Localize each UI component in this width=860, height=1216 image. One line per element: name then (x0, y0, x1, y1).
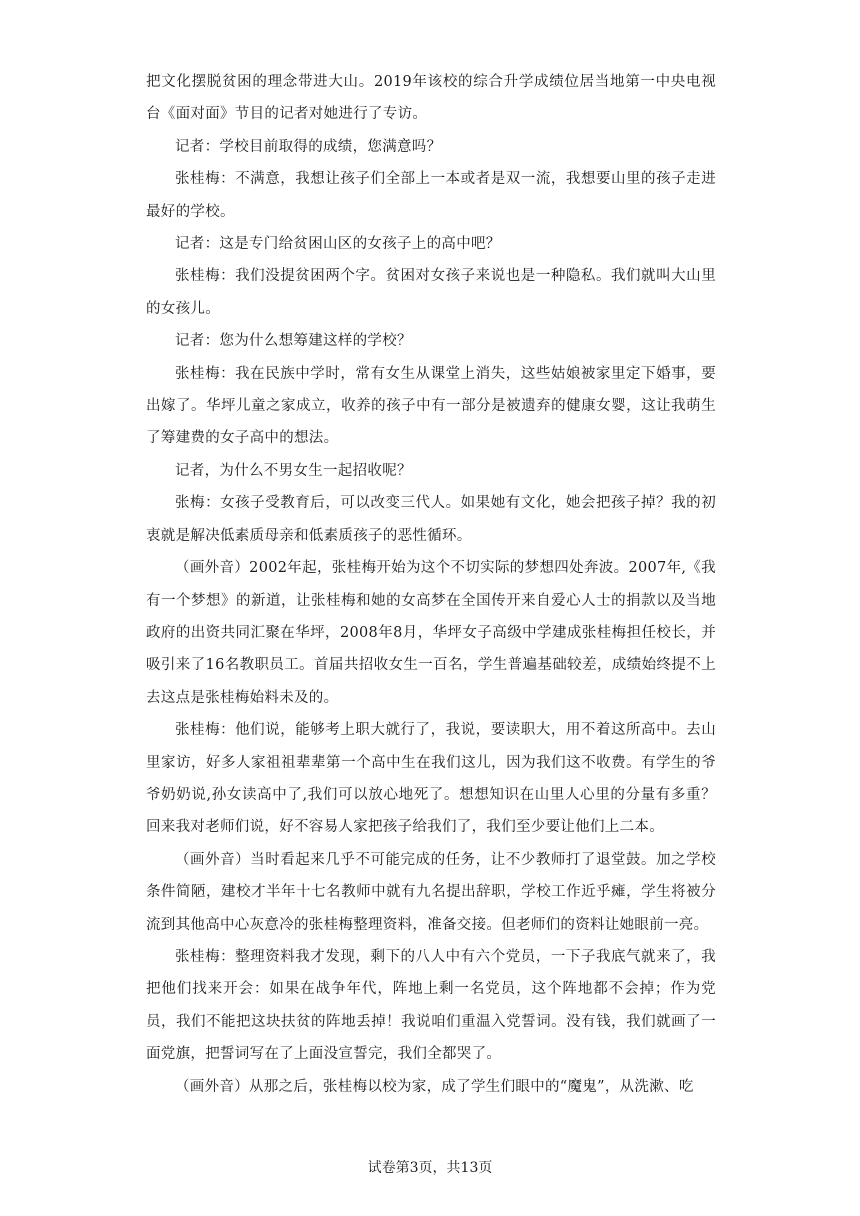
page-footer: 试卷第3页，共13页 (367, 1160, 493, 1176)
paragraph: （画外音）从那之后，张桂梅以校为家，成了学生们眼中的“魔鬼”，从洗漱、吃 (175, 1078, 694, 1095)
paragraph: 张梅：女孩子受教育后，可以改变三代人。如果她有文化，她会把孩子掉？我的初衷就是解决低素质母亲和低素质孩子的恶性循环。 (146, 495, 716, 544)
paragraph: 把文化摆脱贫困的理念带进大山。2019年该校的综合升学成绩位居当地第一中央电视台《面对面》节目的记者对她进行了专访。 (146, 74, 716, 123)
paragraph: 张桂梅：不满意，我想让孩子们全部上一本或者是双一流，我想要山里的孩子走进最好的学校。 (146, 171, 716, 220)
paragraph: 张桂梅：我在民族中学时，常有女生从课堂上消失，这些姑娘被家里定下婚事，要出嫁了。华坪儿童之家成立，收养的孩子中有一部分是被遗弃的健康女婴，这让我萌生了筹建费的女子高中的想法。 (146, 365, 716, 447)
paragraph: 张桂梅：他们说，能够考上职大就行了，我说，要读职大，用不着这所高中。去山里家访，好多人家祖祖辈辈第一个高中生在我们这儿，因为我们这不收费。有学生的爷爷奶奶说,孙女读高中了,我们可以放心地死了。想想知识在山里人心里的分量有多重？回来我对老师们说，好不容易人家把孩子给我们了，我们至少要让他们上二本。 (146, 722, 716, 836)
paragraph: 记者：您为什么想筹建这样的学校？ (175, 333, 412, 350)
paragraph: 记者：这是专门给贫困山区的女孩子上的高中吧？ (175, 236, 501, 253)
paragraph: （画外音）2002年起，张桂梅开始为这个不切实际的梦想四处奔波。2007年,《我有一个梦想》的新道，让张桂梅和她的女高梦在全国传开来自爱心人士的捐款以及当地政府的出资共同汇聚在华坪，2008年8月，华坪女子高级中学建成张桂梅担任校长，并吸引来了16名教职员工。首届共招收女生一百名，学生普遍基础较差，成绩始终提不上去这点是张桂梅始料未及的。 (146, 560, 716, 706)
paragraph: 记者，为什么不男女生一起招收呢？ (175, 462, 412, 479)
article-body (146, 66, 716, 1103)
paragraph: 张桂梅：整理资料我才发现，剩下的八人中有六个党员，一下子我底气就来了，我把他们找来开会：如果在战争年代，阵地上剩一名党员，这个阵地都不会掉；作为党员，我们不能把这块扶贫的阵地丢掉！我说咱们重温入党誓词。没有钱，我们就画了一面党旗，把誓词写在了上面没宣誓完，我们全都哭了。 (146, 948, 716, 1063)
paragraph: （画外音）当时看起来几乎不可能完成的任务，让不少教师打了退堂鼓。加之学校条件简陋，建校才半年十七名教师中就有九名提出辞职，学校工作近乎瘫，学生将被分流到其他高中心灰意冷的张桂梅整理资料，准备交接。但老师们的资料让她眼前一亮。 (146, 851, 716, 933)
paragraph: 张桂梅：我们没提贫困两个字。贫困对女孩子来说也是一种隐私。我们就叫大山里的女孩儿。 (146, 268, 716, 317)
paragraph: 记者：学校目前取得的成绩，您满意吗？ (175, 138, 442, 155)
